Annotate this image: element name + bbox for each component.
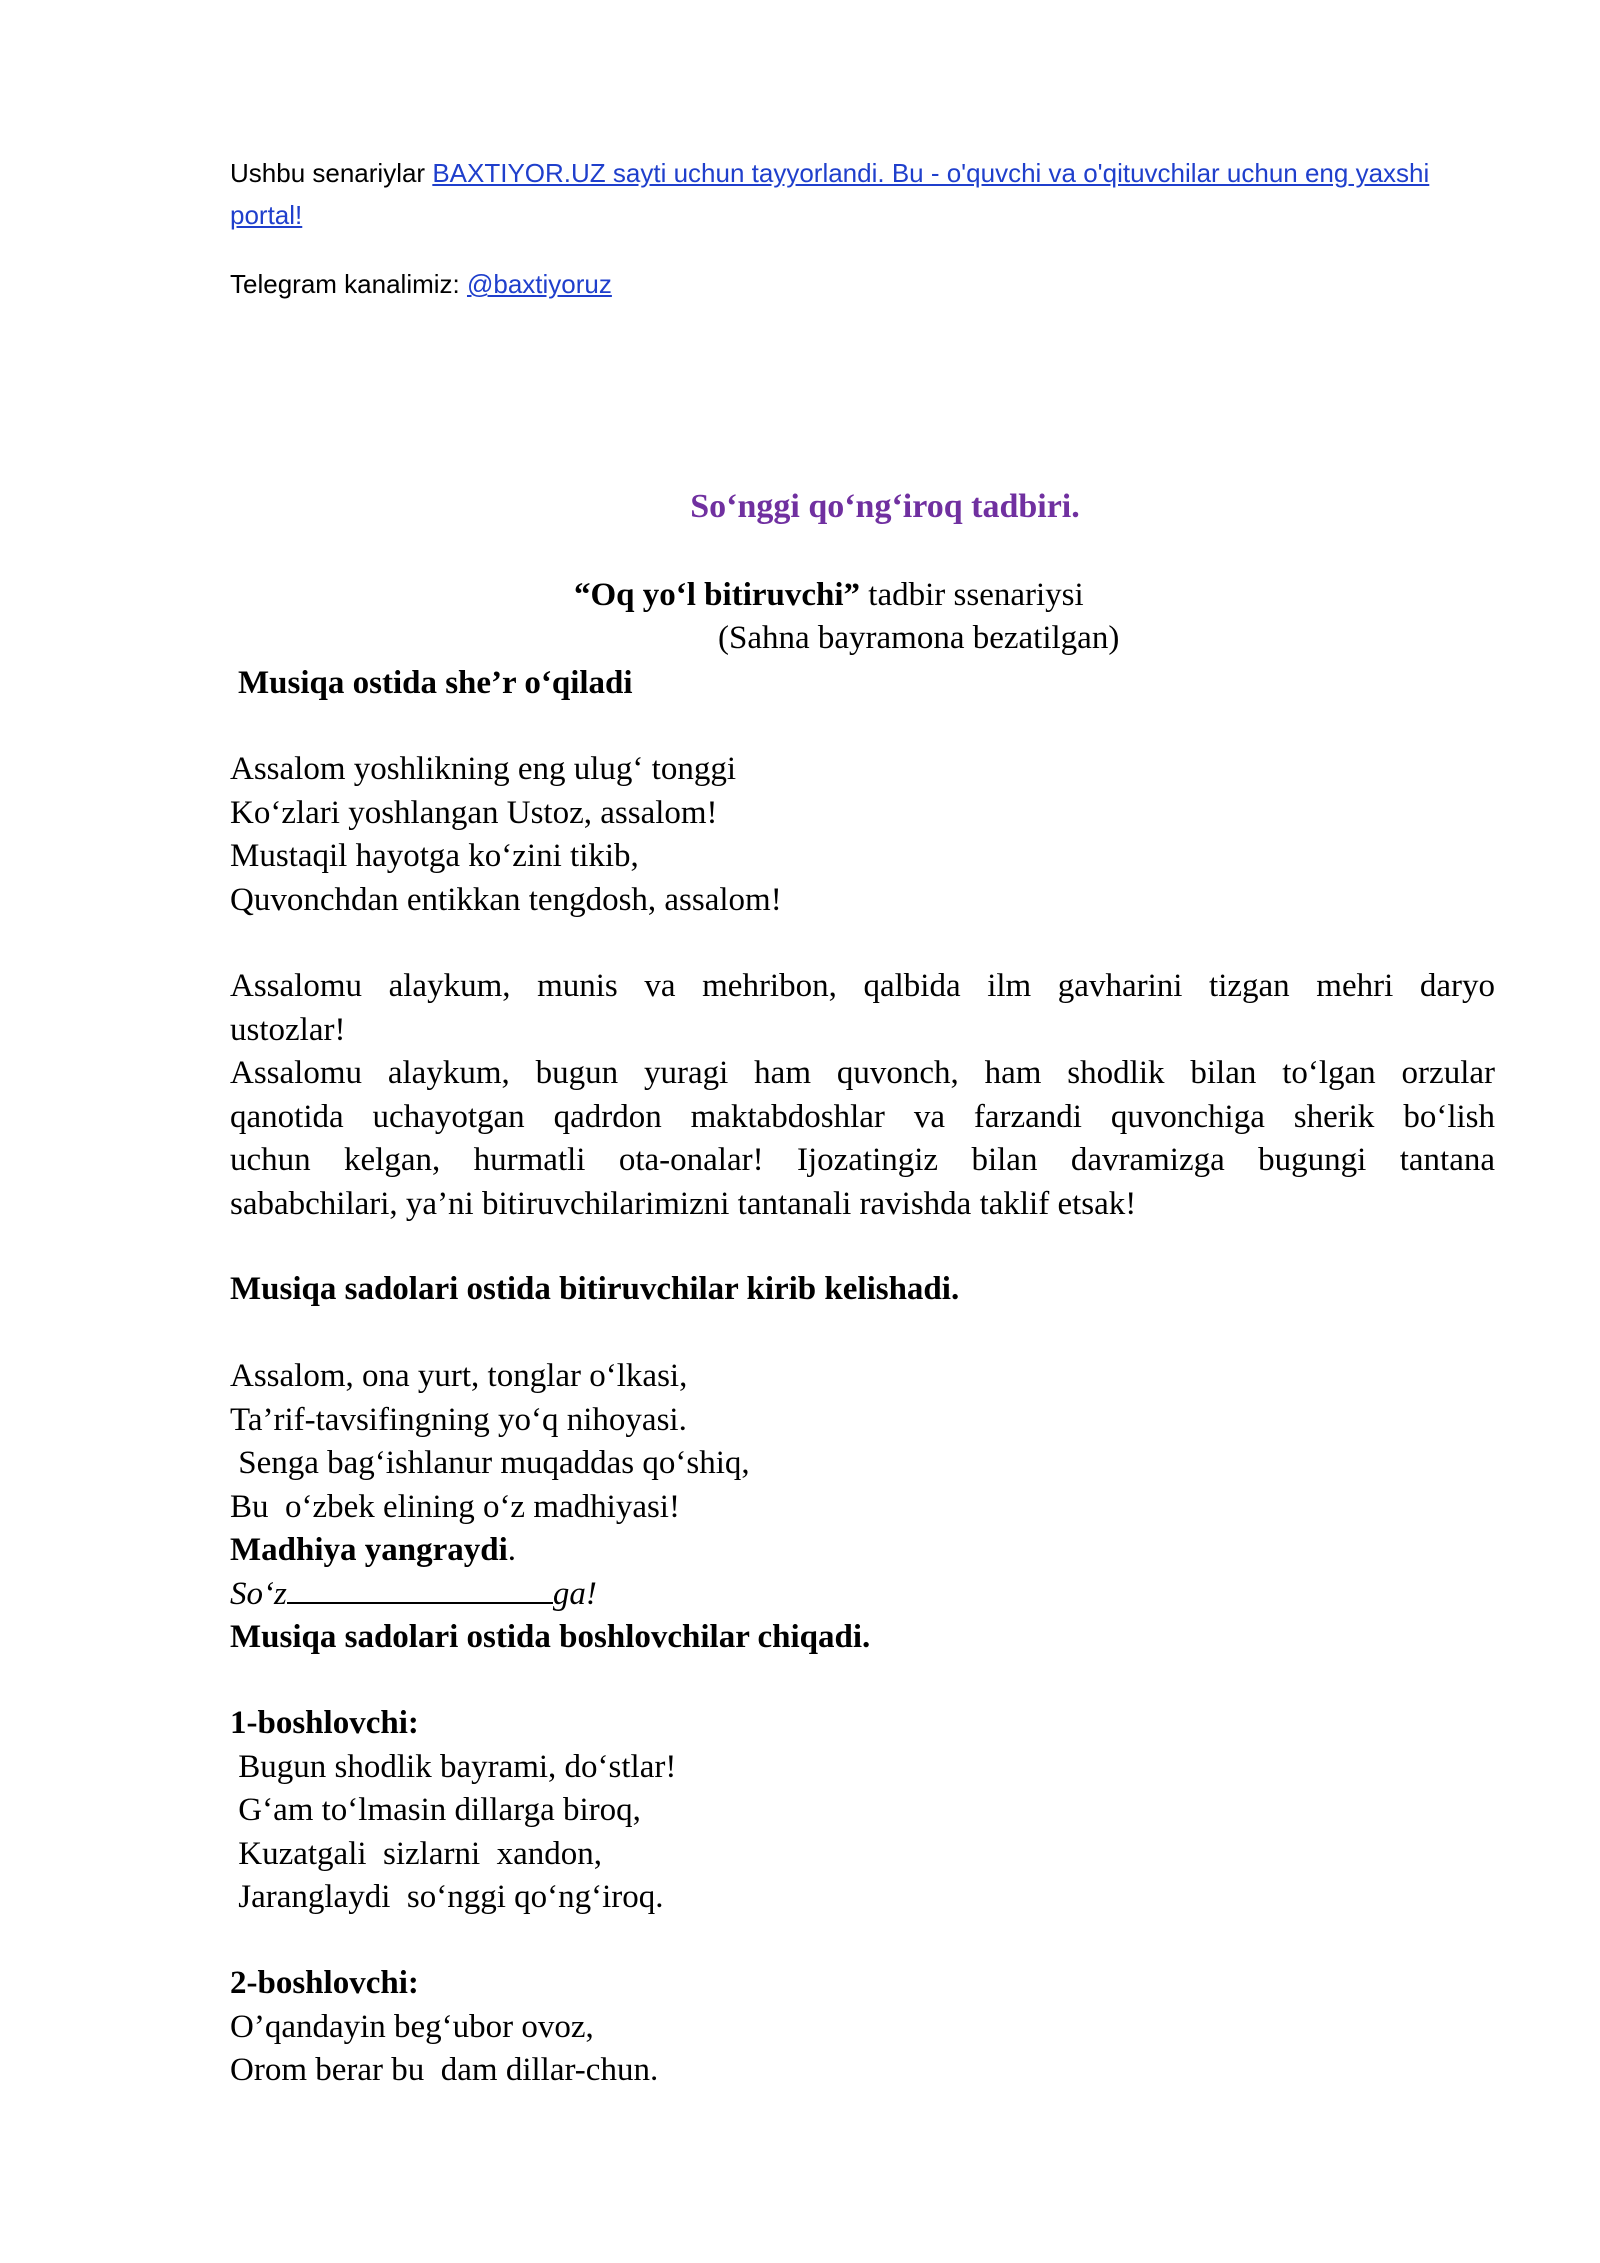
- subtitle-note: (Sahna bayramona bezatilgan): [718, 620, 1120, 656]
- host-1-line: Jaranglaydi so‘nggi qo‘ng‘iroq.: [230, 1879, 664, 1915]
- poem-line: Senga bag‘ishlanur muqaddas qo‘shiq,: [230, 1445, 750, 1481]
- name-blank: [287, 1574, 553, 1604]
- poem-1: [230, 748, 1495, 922]
- paragraph-line: Assalomu alaykum, bugun yuragi ham quvonch, ham shodlik bilan to‘lgan orzular: [230, 1055, 1495, 1091]
- header-intro-line: [230, 152, 1429, 194]
- host-2-label: 2-boshlovchi:: [230, 1965, 419, 2001]
- host-1-line: Bugun shodlik bayrami, do‘stlar!: [230, 1748, 677, 1785]
- host-2-line: Orom berar bu dam dillar-chun.: [230, 2052, 659, 2088]
- paragraph-line: sababchilari, ya’ni bitiruvchilarimizni tantanali ravishda taklif etsak!: [230, 1185, 1137, 1222]
- telegram-link[interactable]: @baxtiyoruz: [466, 269, 612, 299]
- paragraph-line: Assalomu alaykum, munis va mehribon, qalbida ilm gavharini tizgan mehri daryo: [230, 968, 1495, 1004]
- host-2-line: O’qandayin beg‘ubor ovoz,: [230, 2008, 594, 2045]
- paragraph-line: ustozlar!: [230, 1011, 346, 1048]
- word-to-end: ga!: [552, 1575, 597, 1612]
- host-2-section: [230, 1962, 1495, 2093]
- site-link-continued[interactable]: portal!: [230, 200, 303, 230]
- subtitle-rest: tadbir ssenariysi: [860, 577, 1084, 613]
- stage-direction-hosts-enter: Musiqa sadolari ostida boshlovchilar chiqadi.: [230, 1619, 871, 1655]
- poem-line: Ta’rif-tavsifingning yo‘q nihoyasi.: [230, 1401, 687, 1438]
- poem-2: [230, 1355, 1495, 1660]
- telegram-label: Telegram kanalimiz:: [230, 269, 467, 299]
- host-1-section: [230, 1702, 1495, 1920]
- poem-line: Ko‘zlari yoshlangan Ustoz, assalom!: [230, 794, 718, 831]
- anthem-bold: Madhiya yangraydi: [230, 1532, 508, 1568]
- greeting-paragraph-1: [230, 965, 1495, 1052]
- poem-line: Assalom, ona yurt, tonglar o‘lkasi,: [230, 1358, 688, 1394]
- greeting-paragraph-2: [230, 1052, 1495, 1226]
- poem-line: Bu o‘zbek elining o‘z madhiyasi!: [230, 1488, 680, 1525]
- poem-line: Assalom yoshlikning eng ulug‘ tonggi: [230, 751, 736, 787]
- host-1-line: Kuzatgali sizlarni xandon,: [230, 1835, 603, 1872]
- poem-line: Quvonchdan entikkan tengdosh, assalom!: [230, 881, 782, 918]
- telegram-line: [230, 263, 612, 305]
- word-to-line: [230, 1573, 1495, 1617]
- header-intro-line-2: [230, 194, 302, 236]
- word-to-start: So‘z: [230, 1575, 287, 1612]
- host-1-label: 1-boshlovchi:: [230, 1705, 419, 1741]
- document-title: So‘nggi qo‘ng‘iroq tadbiri.: [690, 488, 1080, 525]
- header-intro-text: Ushbu senariylar: [230, 158, 433, 188]
- anthem-rest: .: [507, 1532, 517, 1568]
- anthem-line: [230, 1529, 1495, 1573]
- subtitle-bold: “Oq yo‘l bitiruvchi”: [574, 577, 861, 613]
- host-1-line: G‘am to‘lmasin dillarga biroq,: [230, 1792, 641, 1828]
- site-link[interactable]: BAXTIYOR.UZ sayti uchun tayyorlandi. Bu - o'quvchi va o'qituvchilar uchun eng yaxshi: [432, 158, 1430, 188]
- stage-direction-music-poem: Musiqa ostida she’r o‘qiladi: [238, 665, 633, 701]
- stage-direction-graduates-enter: Musiqa sadolari ostida bitiruvchilar kirib kelishadi.: [230, 1271, 960, 1307]
- paragraph-line: qanotida uchayotgan qadrdon maktabdoshlar va farzandi quvonchiga sherik bo‘lish: [230, 1098, 1495, 1135]
- poem-line: Mustaqil hayotga ko‘zini tikib,: [230, 838, 639, 874]
- subtitle: [574, 574, 1084, 618]
- paragraph-line: uchun kelgan, hurmatli ota-onalar! Ijozatingiz bilan davramizga bugungi tantana: [230, 1142, 1495, 1178]
